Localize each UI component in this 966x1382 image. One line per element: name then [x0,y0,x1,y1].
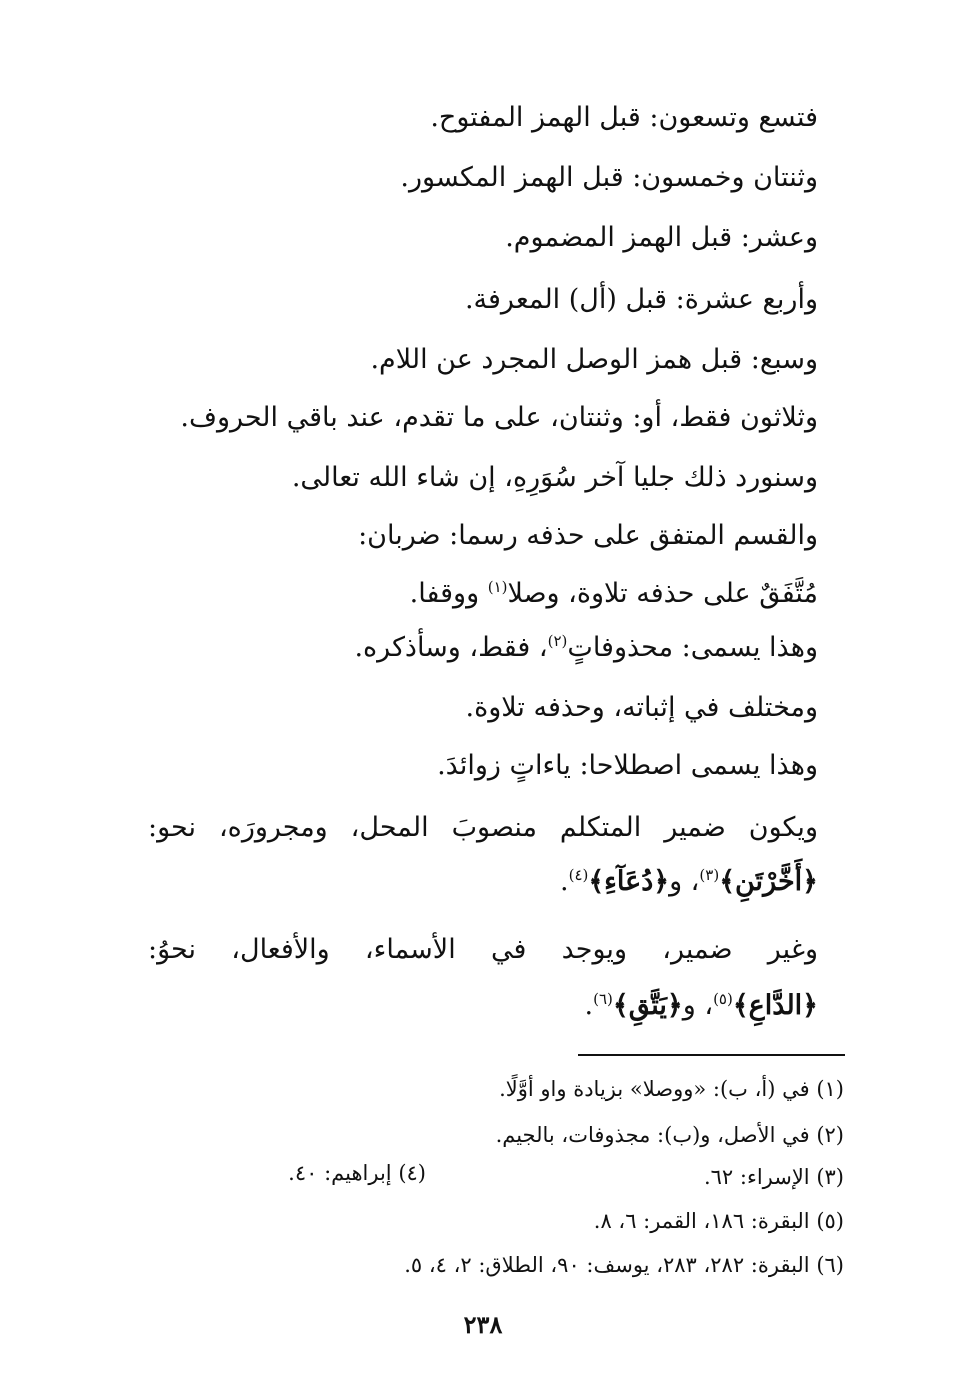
text-line-10 [354,628,818,668]
line-10-text: وهذا يسمى: محذوفاتٍ [567,632,818,663]
text-line-4: وأربع عشرة: قبل (أل) المعرفة. [464,284,818,315]
footnote-2: (٢) في الأصل، و(ب): مجذوفات، بالجيم. [495,1123,844,1147]
text-line-2: وثنتان وخمسون: قبل الهمز المكسور. [400,162,818,193]
line-9-text-end: ووقفا. [409,578,488,609]
quran-word-4: ﴿يَتَّقِ﴾ [612,990,683,1021]
footnote-3: (٣) الإسراء: ٦٢. [703,1165,844,1189]
line-9-text: مُتَّفَقٌ على حذفه تلاوة، وصلا [507,578,818,609]
quran-word-1: ﴿أَخَّرْتَنِ﴾ [719,866,818,897]
text-line-5: وسبع: قبل همز الوصل المجرد عن اللام. [370,344,818,375]
footnote-ref-5[interactable]: (٥) [713,990,733,1008]
footnote-4: (٤) إبراهيم: ٤٠. [288,1161,426,1185]
text-line-8: والقسم المتفق على حذفه رسما: ضربان: [358,520,818,551]
quran-word-2: ﴿دُعَآءِ﴾ [588,866,670,897]
quran-word-3: ﴿الدَّاعِ﴾ [732,990,818,1021]
text-line-14 [560,862,818,902]
footnote-ref-4[interactable]: (٤) [568,866,589,884]
separator: ، و [669,866,700,897]
text-line-6: وثلاثون فقط، أو: وثنتان، على ما تقدم، عند باقي الحروف. [180,402,818,433]
text-line-16 [585,986,818,1026]
separator: ، و [682,990,714,1021]
text-line-11: ومختلف في إثباته، وحذفه تلاوة. [465,692,818,723]
footnote-6: (٦) البقرة: ٢٨٢، ٢٨٣، يوسف: ٩٠، الطلاق: ٢، ٤، ٥. [404,1253,844,1277]
line-end: . [584,990,594,1021]
text-line-12: وهذا يسمى اصطلاحا: ياءاتٍ زوائدَ. [437,750,818,781]
footnote-ref-2[interactable]: (٢) [547,632,568,650]
text-line-7: وسنورد ذلك جليا آخر سُوَرِهِ، إن شاء الله تعالى. [291,462,818,493]
footnote-5: (٥) البقرة: ١٨٦، القمر: ٦، ٨. [593,1209,844,1233]
text-line-9 [410,574,818,614]
text-line-3: وعشر: قبل الهمز المضموم. [505,222,818,253]
line-10-text-end: ، فقط، وسأذكره. [354,632,548,663]
footnote-1: (١) في (أ، ب): «ووصلا» بزيادة واو أوَّلًا. [499,1077,844,1101]
line-end: . [559,866,569,897]
text-line-13: ويكون ضمير المتكلم منصوبَ المحل، ومجرورَه، نحو: [148,812,818,843]
page-number: ٢٣٨ [463,1310,503,1339]
footnote-ref-3[interactable]: (٣) [699,866,720,884]
footnote-divider [578,1054,845,1056]
footnote-ref-1[interactable]: (١) [487,578,508,596]
text-line-1: فتسع وتسعون: قبل الهمز المفتوح. [430,102,818,133]
footnote-ref-6[interactable]: (٦) [593,990,613,1008]
text-line-15: وغير ضمير، ويوجد في الأسماء، والأفعال، نحوُ: [148,934,818,965]
